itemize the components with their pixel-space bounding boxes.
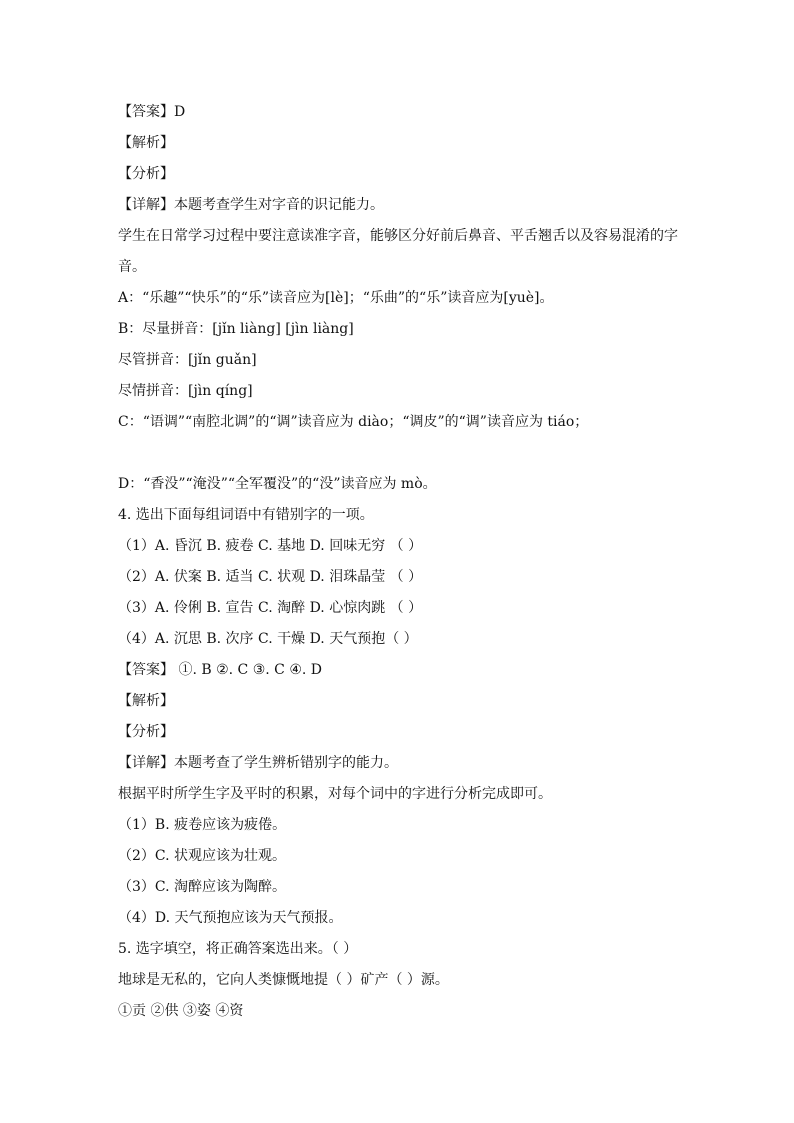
question-5-sentence: 地球是无私的，它向人类慷慨地提（ ）矿产（ ）源。 — [118, 972, 449, 988]
option-c-explanation: C：“语调”“南腔北调”的“调”读音应为 diào；“调皮”的“调”读音应为 tiáo； — [118, 414, 589, 430]
question-4-item-1: （1）A. 昏沉 B. 疲卷 C. 基地 D. 回味无穷 （ ） — [118, 538, 423, 554]
option-a-explanation: A：“乐趣”“快乐”的“乐”读音应为[lè]；“乐曲”的“乐”读音应为[yuè]。 — [118, 290, 554, 306]
correction-2: （2）C. 状观应该为壮观。 — [118, 848, 287, 864]
pinyin-line-2: 尽情拼音：[jìn qíng] — [118, 383, 253, 399]
question-5-options: ①贡 ②供 ③姿 ④资 — [118, 1003, 244, 1019]
detail-line-1: 【详解】本题考查学生对字音的识记能力。 — [118, 197, 384, 213]
question-4-title: 4. 选出下面每组词语中有错别字的一项。 — [118, 507, 374, 523]
analysis-label-1: 【解析】 — [118, 135, 174, 151]
question-4-item-3: （3）A. 伶俐 B. 宣告 C. 淘醉 D. 心惊肉跳 （ ） — [118, 600, 423, 616]
pinyin-line-1: 尽管拼音：[jǐn guǎn] — [118, 352, 257, 368]
detail-line-2: 【详解】本题考查了学生辨析错别字的能力。 — [118, 755, 398, 771]
answer-label-1: 【答案】D — [118, 104, 186, 120]
blank-line — [118, 438, 678, 469]
question-4-item-2: （2）A. 伏案 B. 适当 C. 状观 D. 泪珠晶莹 （ ） — [118, 569, 423, 585]
analysis-sub-label-2: 【分析】 — [118, 724, 174, 740]
method-line: 根据平时所学生字及平时的积累，对每个词中的字进行分析完成即可。 — [118, 786, 552, 802]
question-4-item-4: （4）A. 沉思 B. 次序 C. 干燥 D. 天气预抱（ ） — [118, 631, 418, 647]
analysis-sub-label-1: 【分析】 — [118, 166, 174, 182]
correction-4: （4）D. 天气预抱应该为天气预报。 — [118, 910, 343, 926]
answer-label-2: 【答案】 ①. B ②. C ③. C ④. D — [118, 662, 322, 678]
option-b-explanation: B：尽量拼音：[jǐn liàng] [jìn liàng] — [118, 321, 354, 337]
correction-3: （3）C. 淘醉应该为陶醉。 — [118, 879, 287, 895]
question-5-title: 5. 选字填空，将正确答案选出来。（ ） — [118, 941, 358, 957]
paragraph-line-continued: 音。 — [118, 259, 146, 275]
option-d-explanation: D：“香没”“淹没”“全军覆没”的“没”读音应为 mò。 — [118, 476, 437, 492]
correction-1: （1）B. 疲卷应该为疲倦。 — [118, 817, 287, 833]
document-page — [118, 97, 678, 1027]
analysis-label-2: 【解析】 — [118, 693, 174, 709]
paragraph-line: 学生在日常学习过程中要注意读准字音，能够区分好前后鼻音、平舌翘舌以及容易混淆的字 — [118, 228, 678, 244]
